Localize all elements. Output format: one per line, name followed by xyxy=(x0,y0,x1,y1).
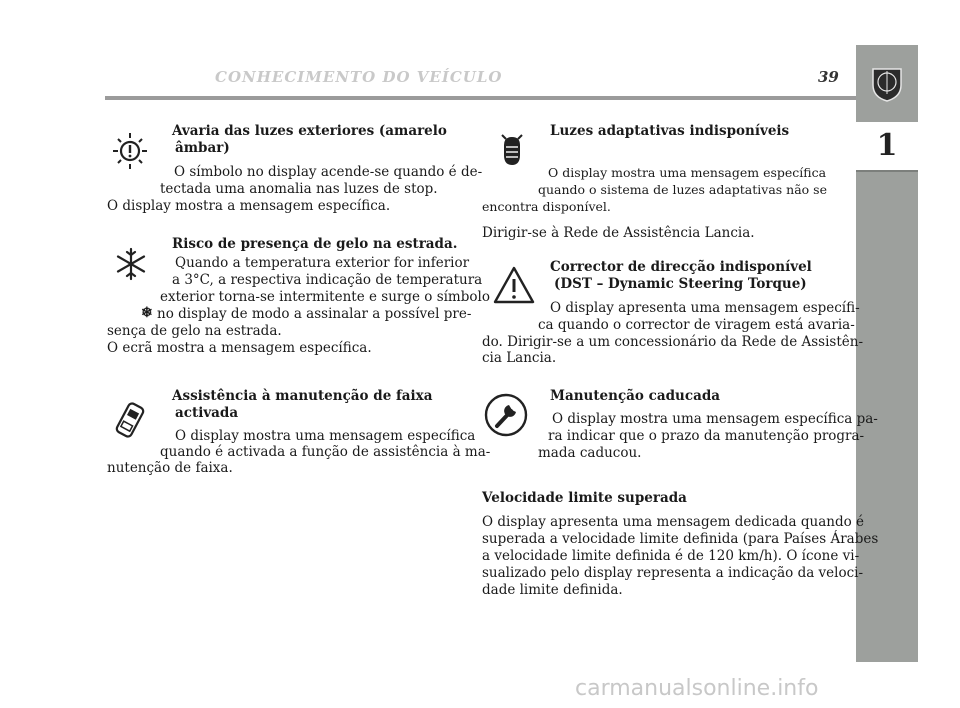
exterior-lights-heading: Avaria das luzes exteriores (amarelo xyxy=(172,123,447,139)
exterior-lights-line-1: O símbolo no display acende-se quando é de- xyxy=(174,164,483,180)
lane-assist-icon xyxy=(112,400,148,440)
lane-line-2: quando é activada a função de assistência à ma- xyxy=(160,444,491,460)
steering-heading-2: (DST – Dynamic Steering Torque) xyxy=(554,276,807,292)
adaptive-line-2: quando o sistema de luzes adaptativas não se xyxy=(538,182,827,197)
steering-heading: Corrector de direcção indisponível xyxy=(550,259,812,275)
service-line-3: mada caducou. xyxy=(538,445,642,461)
steering-line-3: do. Dirigir-se a um concessionário da Rede de Assistên- xyxy=(482,334,864,350)
warning-triangle-icon xyxy=(492,265,536,305)
snowflake-icon xyxy=(114,247,148,281)
ice-line-3: exterior torna-se intermitente e surge o símbolo xyxy=(160,289,490,305)
adaptive-line-3: encontra disponível. xyxy=(482,199,611,214)
lane-line-3: nutenção de faixa. xyxy=(107,460,233,476)
ice-line-1: Quando a temperatura exterior for inferior xyxy=(175,255,470,271)
speed-line-3: a velocidade limite definida é de 120 km/h). O ícone vi- xyxy=(482,548,860,564)
speed-line-5: dade limite definida. xyxy=(482,582,623,598)
adaptive-note: Dirigir-se à Rede de Assistência Lancia. xyxy=(482,225,755,241)
speed-line-1: O display apresenta uma mensagem dedicada quando é xyxy=(482,514,865,530)
steering-line-1: O display apresenta uma mensagem específi- xyxy=(550,300,860,316)
header-rule xyxy=(105,96,856,100)
adaptive-line-1: O display mostra uma mensagem específica xyxy=(548,165,827,180)
exterior-lights-line-2: tectada uma anomalia nas luzes de stop. xyxy=(160,181,438,197)
watermark: carmanualsonline.info xyxy=(575,676,819,701)
service-line-1: O display mostra uma mensagem específica pa- xyxy=(552,411,878,427)
wrench-icon xyxy=(483,392,529,438)
exterior-light-fault-icon xyxy=(110,130,150,170)
ice-line-5: sença de gelo na estrada. xyxy=(107,323,282,339)
steering-line-4: cia Lancia. xyxy=(482,350,557,366)
steering-line-2: ca quando o corrector de viragem está avaria- xyxy=(538,317,855,333)
speed-line-4: sualizado pelo display representa a indicação da veloci- xyxy=(482,565,864,581)
lane-heading: Assistência à manutenção de faixa xyxy=(172,388,433,404)
adaptive-heading: Luzes adaptativas indisponíveis xyxy=(550,123,790,139)
ice-line-2: a 3°C, a respectiva indicação de temperatura xyxy=(172,272,483,288)
chapter-number: 1 xyxy=(876,128,898,163)
lane-line-1: O display mostra uma mensagem específica xyxy=(175,428,476,444)
service-heading: Manutenção caducada xyxy=(550,388,721,404)
ice-line-4: no display de modo a assinalar a possível pre- xyxy=(157,306,472,322)
lancia-logo-icon xyxy=(867,63,907,103)
ice-line-6: O ecrã mostra a mensagem específica. xyxy=(107,340,372,356)
chapter-tab-divider xyxy=(856,170,918,172)
snowflake-inline-icon: ❄ xyxy=(141,305,153,321)
ice-heading: Risco de presença de gelo na estrada. xyxy=(172,236,458,252)
speed-line-2: superada a velocidade limite definida (para Países Árabes xyxy=(482,531,879,547)
exterior-lights-heading-2: âmbar) xyxy=(175,140,230,156)
service-line-2: ra indicar que o prazo da manutenção progra- xyxy=(548,428,865,444)
lane-heading-2: activada xyxy=(175,405,239,421)
exterior-lights-line-3: O display mostra a mensagem específica. xyxy=(107,198,391,214)
speed-heading: Velocidade limite superada xyxy=(482,490,687,506)
adaptive-headlight-icon xyxy=(500,133,524,169)
page-header-title: CONHECIMENTO DO VEÍCULO xyxy=(215,68,503,86)
page-number: 39 xyxy=(818,68,839,86)
